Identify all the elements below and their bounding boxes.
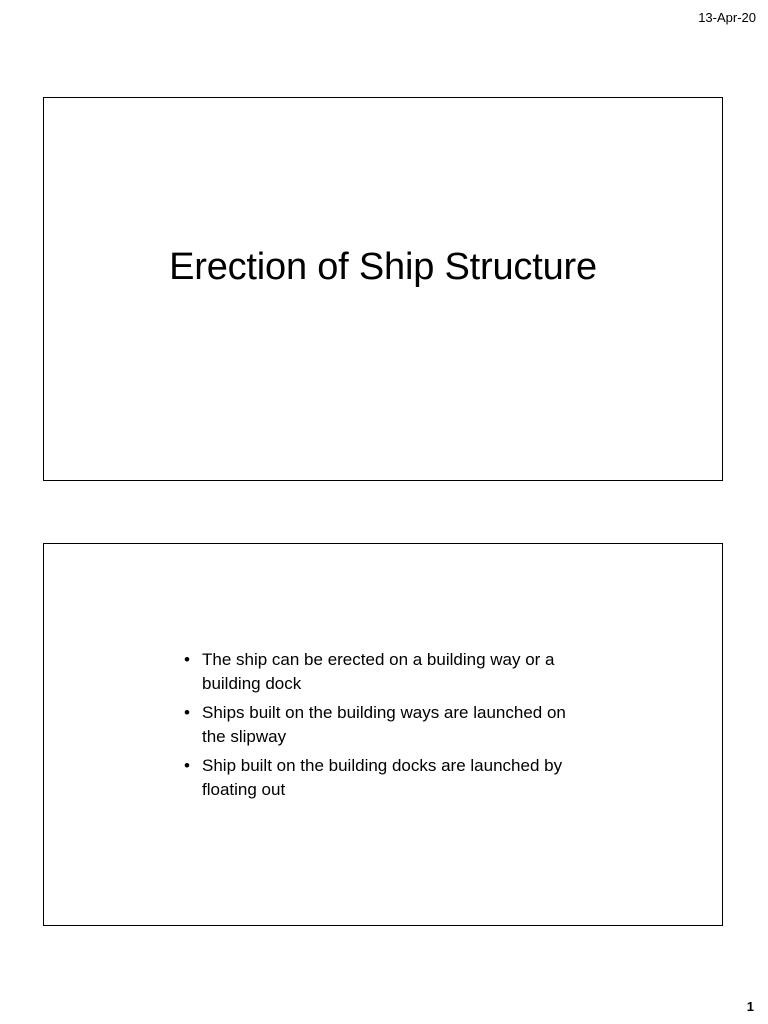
bullet-icon: • (184, 650, 190, 669)
list-item (183, 754, 583, 802)
page-number: 1 (746, 999, 754, 1014)
title-slide (43, 97, 723, 481)
bullet-text: Ships built on the building ways are launched on the slipway (202, 703, 566, 746)
bullet-list (183, 648, 583, 807)
list-item (183, 701, 583, 749)
bullet-icon: • (184, 756, 190, 775)
bullet-slide (43, 543, 723, 926)
bullet-icon: • (184, 703, 190, 722)
page-date: 13-Apr-20 (698, 10, 756, 25)
bullet-text: The ship can be erected on a building way or a building dock (202, 650, 555, 693)
bullet-text: Ship built on the building docks are launched by floating out (202, 756, 563, 799)
slide-title: Erection of Ship Structure (169, 246, 597, 288)
list-item (183, 648, 583, 696)
